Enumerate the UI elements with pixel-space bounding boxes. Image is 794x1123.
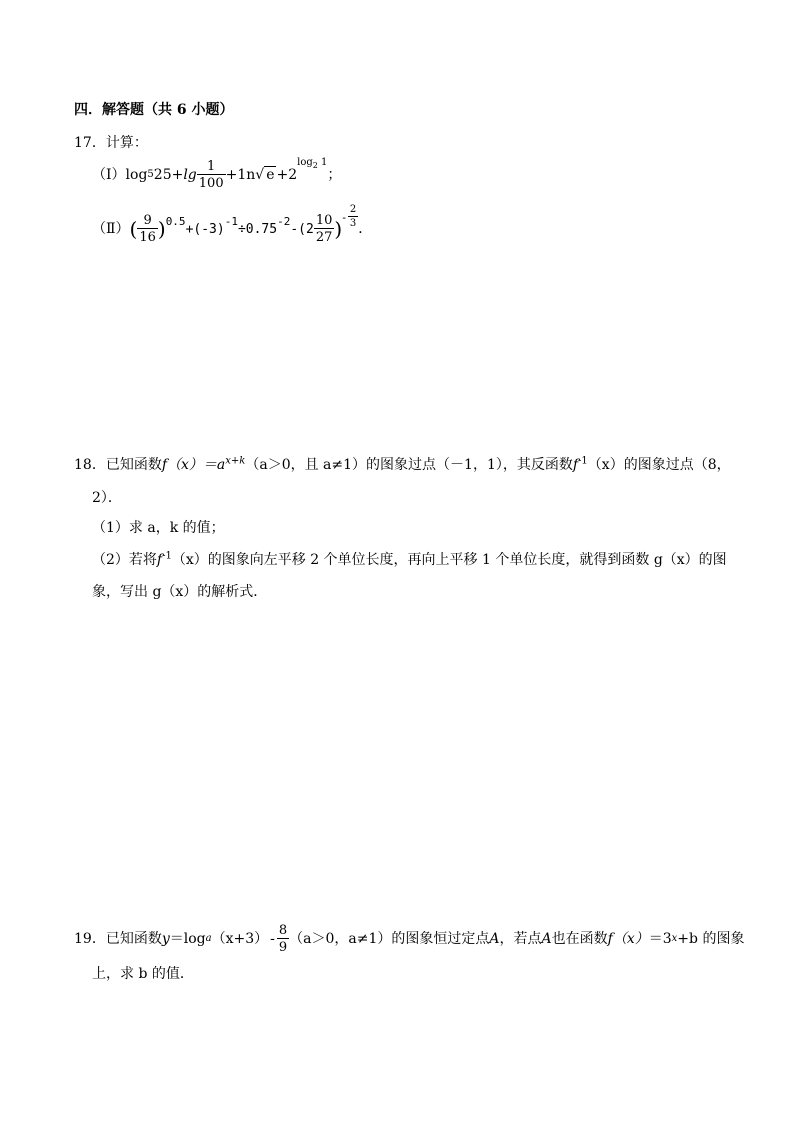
exponent-fraction bbox=[348, 205, 358, 229]
term-neg3: +(-3) bbox=[185, 221, 225, 237]
equation: ＝a bbox=[202, 457, 226, 473]
lg-text: lg bbox=[183, 167, 197, 183]
question-18-sub-1: （1）求 a，k 的值； bbox=[92, 520, 225, 536]
inverse-exponent: -1 bbox=[578, 455, 588, 467]
question-number: 17． bbox=[74, 135, 106, 151]
term-2-mixed: -(2 bbox=[290, 221, 314, 237]
fraction-9-16 bbox=[137, 214, 158, 244]
q17-part-1 bbox=[92, 157, 342, 191]
text: 已知函数 bbox=[105, 931, 162, 947]
fraction-denominator: 27 bbox=[315, 230, 333, 245]
question-19-line-1: 19． 已知函数 y ＝log a （x+3） - $\frac{8}{9}$ （a＞0，a≠1）的图象恒过定点 A ，若点 A 也在函数 f（x） ＝3 x +b 的图象 bbox=[74, 923, 745, 955]
point-A: A bbox=[489, 931, 500, 947]
text: （a＞0，且 a≠1）的图象过点（－1，1），其反函数 bbox=[245, 457, 573, 473]
text: （x）的图象过点（8， bbox=[587, 457, 731, 473]
question-17-heading bbox=[74, 136, 148, 150]
fraction-10-27 bbox=[314, 214, 335, 244]
exponent-neg1: -1 bbox=[224, 214, 238, 228]
exp-log-arg: 1 bbox=[321, 157, 328, 168]
term-ln: +1n bbox=[225, 167, 256, 183]
part-label: （Ⅰ） bbox=[92, 167, 126, 183]
sqrt-e: √ e bbox=[255, 167, 275, 183]
text: （x+3） bbox=[211, 931, 269, 947]
text: （x）的图象向左平移 2 个单位长度，再向上平移 1 个单位长度，就得到函数 g（x）的图 bbox=[171, 552, 727, 568]
minus-sign: - bbox=[270, 931, 275, 947]
exponent-sign: - bbox=[342, 210, 346, 224]
fraction-numerator: 2 bbox=[349, 204, 357, 215]
exp-log: log bbox=[297, 157, 313, 168]
log-base: 5 bbox=[147, 169, 154, 180]
log-base: a bbox=[205, 933, 212, 944]
question-18-line-1 bbox=[74, 455, 731, 473]
log-text: log bbox=[125, 167, 148, 183]
left-paren: ( bbox=[129, 217, 138, 241]
right-paren: ) bbox=[157, 217, 166, 241]
fraction-denominator: 100 bbox=[198, 176, 224, 191]
point-A: A bbox=[541, 931, 552, 947]
function-f: f（x） bbox=[607, 931, 649, 947]
text: （2）若将 bbox=[92, 552, 157, 568]
term-2: +2 bbox=[276, 167, 298, 183]
fraction-numerator: 8 bbox=[278, 923, 288, 938]
exponent-x-plus-k: x+k bbox=[225, 455, 246, 467]
inverse-f: f bbox=[572, 457, 579, 473]
exponent-log2-1 bbox=[297, 158, 327, 170]
fraction-8-9 bbox=[277, 924, 289, 954]
fraction-denominator: 16 bbox=[139, 230, 156, 245]
question-number: 19． bbox=[74, 931, 106, 947]
text: （a＞0，a≠1）的图象恒过定点 bbox=[289, 931, 490, 947]
text: +b 的图象 bbox=[677, 931, 745, 947]
fraction-numerator: 1 bbox=[197, 160, 226, 175]
fraction-numerator: 10 bbox=[315, 213, 333, 228]
log-text: ＝log bbox=[169, 931, 206, 947]
question-number: 18． bbox=[74, 457, 106, 473]
inverse-f: f bbox=[156, 552, 163, 568]
exponent-neg2: -2 bbox=[277, 214, 291, 228]
fraction-denominator: 9 bbox=[278, 940, 288, 955]
question-18-line-2: 2）． bbox=[92, 490, 122, 506]
text: ，若点 bbox=[499, 931, 542, 947]
section-title: 四．解答题（共 6 小题） bbox=[74, 102, 234, 118]
question-18-sub-2 bbox=[92, 550, 727, 568]
fraction-1-100 bbox=[197, 160, 226, 190]
text: 也在函数 bbox=[551, 931, 608, 947]
function-f: f（x） bbox=[161, 457, 203, 473]
right-paren: ) bbox=[334, 217, 343, 241]
fraction-denominator: 3 bbox=[349, 218, 357, 229]
term-25: 25+ bbox=[153, 167, 184, 183]
sqrt-radicand: e bbox=[266, 167, 275, 183]
inverse-exponent: -1 bbox=[162, 550, 172, 562]
semicolon: ； bbox=[327, 167, 342, 183]
var-y: y bbox=[161, 931, 170, 947]
question-19-line-2: 上，求 b 的值． bbox=[92, 966, 194, 982]
q17-part-2 bbox=[92, 204, 373, 245]
exponent-neg-2-3 bbox=[342, 205, 358, 229]
exponent-0-5: 0.5 bbox=[165, 214, 186, 228]
fraction-numerator: 9 bbox=[137, 214, 158, 229]
period: ． bbox=[358, 221, 373, 237]
text: ＝3 bbox=[648, 931, 672, 947]
part-label: （Ⅱ） bbox=[92, 221, 130, 237]
question-18-sub-2-cont: 象，写出 g（x）的解析式． bbox=[92, 584, 268, 600]
question-title: 计算： bbox=[105, 135, 148, 151]
text: 已知函数 bbox=[105, 457, 162, 473]
term-0-75: ÷0.75 bbox=[237, 221, 278, 237]
exp-log-base: 2 bbox=[312, 161, 318, 170]
